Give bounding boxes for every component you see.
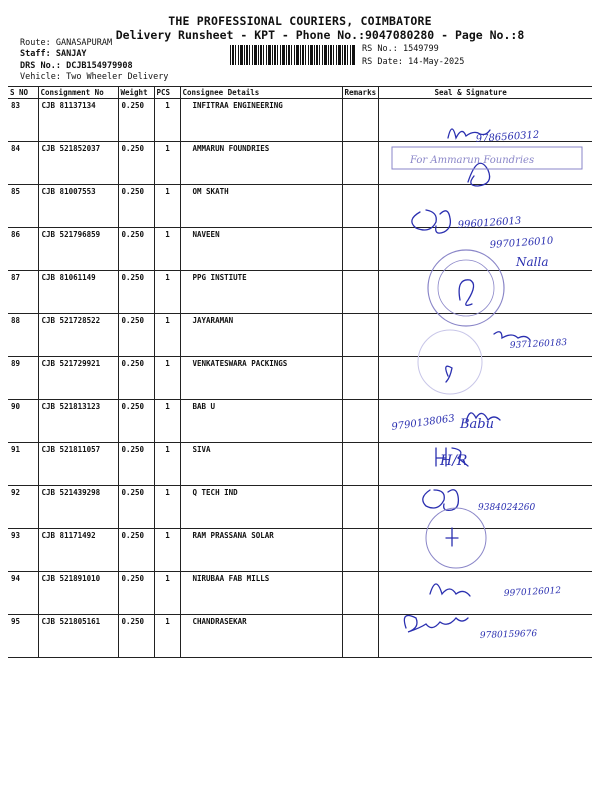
remarks-cell	[342, 314, 378, 357]
table-header-row	[8, 87, 592, 99]
consignee-cell: JAYARAMAN	[180, 314, 342, 357]
seal-signature-cell	[378, 142, 592, 185]
weight-cell: 0.250	[118, 314, 154, 357]
remarks-cell	[342, 615, 378, 658]
weight-cell: 0.250	[118, 142, 154, 185]
consignment-cell: CJB 521729921	[38, 357, 118, 400]
vehicle-value: Two Wheeler Delivery	[66, 72, 169, 82]
staff-value: SANJAY	[55, 49, 87, 59]
table-row	[8, 185, 592, 228]
company-title: THE PROFESSIONAL COURIERS, COIMBATORE	[168, 14, 432, 28]
sno-cell: 94	[8, 572, 38, 615]
sno-cell: 85	[8, 185, 38, 228]
sno-cell: 88	[8, 314, 38, 357]
seal-signature-cell	[378, 228, 592, 271]
pcs-cell: 1	[154, 314, 180, 357]
consignment-cell: CJB 81061149	[38, 271, 118, 314]
staff-label: Staff:	[20, 49, 51, 59]
consignee-cell: SIVA	[180, 443, 342, 486]
stamp-text-84: For Ammarun Foundries	[410, 155, 535, 166]
seal-signature-cell	[378, 529, 592, 572]
pcs-cell: 1	[154, 443, 180, 486]
consignment-cell: CJB 81137134	[38, 99, 118, 142]
remarks-cell	[342, 228, 378, 271]
table-row	[8, 357, 592, 400]
consignment-cell: CJB 81171492	[38, 529, 118, 572]
table-row	[8, 142, 592, 185]
weight-cell: 0.250	[118, 443, 154, 486]
consignee-cell: VENKATESWARA PACKINGS	[180, 357, 342, 400]
pcs-cell: 1	[154, 529, 180, 572]
remarks-cell	[342, 142, 378, 185]
col-sno: S NO	[8, 87, 38, 99]
seal-signature-cell	[378, 486, 592, 529]
table-row	[8, 615, 592, 658]
drs-value: DCJB154979908	[66, 61, 133, 71]
consignee-cell: RAM PRASSANA SOLAR	[180, 529, 342, 572]
sno-cell: 95	[8, 615, 38, 658]
vehicle-label: Vehicle:	[20, 72, 61, 82]
col-pcs: PCS	[154, 87, 180, 99]
rs-date	[362, 57, 464, 67]
remarks-cell	[342, 572, 378, 615]
consignee-cell: OM SKATH	[180, 185, 342, 228]
seal-signature-cell	[378, 400, 592, 443]
name-90: Babu	[460, 417, 494, 432]
weight-cell: 0.250	[118, 615, 154, 658]
remarks-cell	[342, 400, 378, 443]
consignment-cell: CJB 521813123	[38, 400, 118, 443]
pcs-cell: 1	[154, 615, 180, 658]
seal-signature-cell	[378, 615, 592, 658]
consignee-cell: Q TECH IND	[180, 486, 342, 529]
phone-86: 9960126013	[457, 215, 522, 231]
seal-signature-cell	[378, 357, 592, 400]
remarks-cell	[342, 486, 378, 529]
phone-87: 9970126010	[489, 235, 554, 251]
phone-93: 9384024260	[478, 503, 536, 513]
sno-cell: 83	[8, 99, 38, 142]
pcs-cell: 1	[154, 228, 180, 271]
table-row	[8, 99, 592, 142]
runsheet-table	[8, 86, 592, 658]
consignment-cell: CJB 521852037	[38, 142, 118, 185]
name-87: Nalla	[516, 255, 549, 269]
seal-signature-cell	[378, 443, 592, 486]
seal-signature-cell	[378, 271, 592, 314]
pcs-cell: 1	[154, 142, 180, 185]
table-row	[8, 400, 592, 443]
consignee-cell: NIRUBAA FAB MILLS	[180, 572, 342, 615]
remarks-cell	[342, 443, 378, 486]
phone-90: 9790138063	[390, 413, 456, 433]
table-row	[8, 271, 592, 314]
sno-cell: 90	[8, 400, 38, 443]
staff-line	[20, 49, 87, 59]
consignment-cell: CJB 521439298	[38, 486, 118, 529]
table-row	[8, 314, 592, 357]
weight-cell: 0.250	[118, 228, 154, 271]
consignment-cell: CJB 521728522	[38, 314, 118, 357]
drs-label: DRS No.:	[20, 61, 61, 71]
sno-cell: 91	[8, 443, 38, 486]
seal-signature-cell	[378, 572, 592, 615]
route-line	[20, 38, 112, 48]
pcs-cell: 1	[154, 185, 180, 228]
sno-cell: 84	[8, 142, 38, 185]
rs-number	[362, 44, 439, 54]
weight-cell: 0.250	[118, 529, 154, 572]
phone-95b: 9780159676	[479, 629, 538, 641]
col-weight: Weight	[118, 87, 154, 99]
remarks-cell	[342, 271, 378, 314]
weight-cell: 0.250	[118, 486, 154, 529]
weight-cell: 0.250	[118, 185, 154, 228]
sno-cell: 93	[8, 529, 38, 572]
consignee-cell: PPG INSTIUTE	[180, 271, 342, 314]
route-value: GANASAPURAM	[55, 38, 113, 48]
barcode	[230, 45, 356, 65]
table-row	[8, 486, 592, 529]
vehicle-line	[20, 72, 168, 82]
rs-date-value: 14-May-2025	[408, 57, 465, 67]
col-consignment: Consignment No	[38, 87, 118, 99]
pcs-cell: 1	[154, 271, 180, 314]
table-row	[8, 529, 592, 572]
sno-cell: 92	[8, 486, 38, 529]
pcs-cell: 1	[154, 99, 180, 142]
weight-cell: 0.250	[118, 572, 154, 615]
pcs-cell: 1	[154, 400, 180, 443]
remarks-cell	[342, 185, 378, 228]
col-consignee: Consignee Details	[180, 87, 342, 99]
seal-signature-cell	[378, 99, 592, 142]
table-row	[8, 228, 592, 271]
drs-line	[20, 61, 133, 71]
consignee-cell: BAB U	[180, 400, 342, 443]
weight-cell: 0.250	[118, 271, 154, 314]
runsheet-subtitle: Delivery Runsheet - KPT - Phone No.:9047080280 - Page No.:8	[115, 28, 525, 42]
phone-95a: 9970126012	[503, 586, 562, 599]
weight-cell: 0.250	[118, 400, 154, 443]
col-seal: Seal & Signature	[378, 87, 592, 99]
rs-date-label: RS Date:	[362, 57, 403, 67]
table-row	[8, 443, 592, 486]
consignment-cell: CJB 521796859	[38, 228, 118, 271]
mark-91: H/R	[440, 453, 468, 469]
remarks-cell	[342, 529, 378, 572]
consignee-cell: CHANDRASEKAR	[180, 615, 342, 658]
consignment-cell: CJB 521805161	[38, 615, 118, 658]
consignment-cell: CJB 521811057	[38, 443, 118, 486]
consignee-cell: NAVEEN	[180, 228, 342, 271]
sno-cell: 89	[8, 357, 38, 400]
col-remarks: Remarks	[342, 87, 378, 99]
pcs-cell: 1	[154, 486, 180, 529]
sno-cell: 87	[8, 271, 38, 314]
weight-cell: 0.250	[118, 357, 154, 400]
pcs-cell: 1	[154, 572, 180, 615]
remarks-cell	[342, 99, 378, 142]
sno-cell: 86	[8, 228, 38, 271]
phone-83: 9786560312	[475, 129, 540, 145]
rs-no-value: 1549799	[402, 44, 439, 54]
weight-cell: 0.250	[118, 99, 154, 142]
consignee-cell: AMMARUN FOUNDRIES	[180, 142, 342, 185]
consignment-cell: CJB 521891010	[38, 572, 118, 615]
consignee-cell: INFITRAA ENGINEERING	[180, 99, 342, 142]
table-row	[8, 572, 592, 615]
phone-89: 9371260183	[509, 338, 568, 351]
consignment-cell: CJB 81007553	[38, 185, 118, 228]
pcs-cell: 1	[154, 357, 180, 400]
seal-signature-cell	[378, 314, 592, 357]
rs-no-label: RS No.:	[362, 44, 398, 54]
remarks-cell	[342, 357, 378, 400]
seal-signature-cell	[378, 185, 592, 228]
route-label: Route:	[20, 38, 51, 48]
